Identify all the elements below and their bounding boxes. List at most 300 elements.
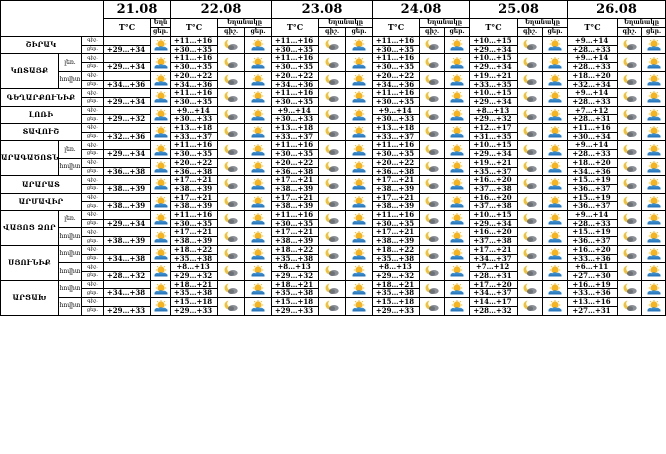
temp-value: +9…+14	[568, 89, 618, 98]
temp-value: +38…+39	[104, 202, 151, 211]
period-day-label: ցեր.	[82, 254, 104, 263]
sun-cloud-icon	[548, 265, 562, 277]
night-weather-cell	[420, 228, 445, 245]
temp-value: +29…+34	[470, 97, 518, 106]
day-weather-cell	[445, 141, 470, 158]
temp-value: +19…+21	[470, 71, 518, 80]
day-weather-cell	[543, 106, 568, 123]
date-header: 24.08	[373, 1, 470, 19]
day-weather-cell	[346, 158, 373, 175]
moon-cloud-icon	[425, 161, 439, 173]
day-weather-cell	[445, 176, 470, 193]
temp-value: +30…+35	[373, 97, 420, 106]
moon-cloud-icon	[623, 196, 637, 208]
temp-value: +29…+32	[104, 115, 151, 124]
temp-value: +27…+30	[568, 271, 618, 280]
sun-cloud-icon	[450, 109, 464, 121]
temp-value: +34…+37	[470, 289, 518, 298]
night-weather-cell	[420, 298, 445, 315]
day-weather-cell	[346, 245, 373, 262]
weather-header: Եղանակը	[420, 19, 470, 28]
day-weather-cell	[445, 71, 470, 88]
moon-cloud-icon	[523, 300, 537, 312]
region-name: ՍՅՈՒՆԻՔ	[1, 245, 59, 280]
night-weather-cell	[420, 211, 445, 228]
day-weather-cell	[543, 280, 568, 297]
temp-value: +36…+37	[568, 237, 618, 246]
night-weather-cell	[618, 263, 642, 280]
sun-cloud-icon	[352, 178, 366, 190]
day-weather-cell	[346, 37, 373, 54]
temp-value: +37…+38	[470, 202, 518, 211]
night-weather-cell	[518, 211, 543, 228]
temp-value: +10…+15	[470, 89, 518, 98]
temp-value: +30…+35	[171, 150, 218, 159]
period-day-label: ցեր.	[82, 150, 104, 159]
sun-cloud-icon	[154, 74, 168, 86]
temp-value: +11…+16	[272, 54, 319, 63]
moon-cloud-icon	[523, 161, 537, 173]
temp-value: +33…+36	[568, 289, 618, 298]
temp-value: +38…+39	[373, 184, 420, 193]
temp-value: +30…+35	[171, 63, 218, 72]
sun-cloud-icon	[548, 144, 562, 156]
table-row	[1, 245, 666, 254]
sun-cloud-icon	[647, 265, 661, 277]
sun-cloud-icon	[251, 248, 265, 260]
night-weather-cell	[218, 245, 245, 262]
moon-cloud-icon	[224, 178, 238, 190]
day-weather-cell	[445, 124, 470, 141]
night-weather-cell	[420, 89, 445, 106]
sun-cloud-icon	[154, 91, 168, 103]
day-weather-cell	[642, 193, 666, 210]
period-day-header: ցեր.	[445, 28, 470, 37]
sun-cloud-icon	[647, 248, 661, 260]
period-day-label: ցեր.	[82, 80, 104, 89]
moon-cloud-icon	[523, 57, 537, 69]
sun-cloud-icon	[548, 196, 562, 208]
temp-value: +11…+16	[272, 37, 319, 46]
day-weather-cell	[642, 228, 666, 245]
day-weather-cell	[642, 124, 666, 141]
day-weather-cell	[642, 245, 666, 262]
night-weather-cell	[420, 158, 445, 175]
sun-cloud-icon	[647, 109, 661, 121]
temp-value: +30…+34	[568, 132, 618, 141]
night-weather-cell	[618, 245, 642, 262]
day-weather-cell	[445, 298, 470, 315]
temp-value: +9…+14	[272, 106, 319, 115]
day-weather-cell	[445, 54, 470, 71]
period-night-header: գիշ.	[218, 28, 245, 37]
temp-value: +15…+18	[171, 298, 218, 307]
sun-cloud-icon	[450, 144, 464, 156]
temp-value: +16…+20	[568, 245, 618, 254]
region-name: ԳԵՂԱՐՔՈՒՆԻՔ	[1, 89, 82, 106]
temp-value: +29…+34	[470, 63, 518, 72]
sun-cloud-icon	[352, 144, 366, 156]
day-weather-cell	[543, 158, 568, 175]
temp-value: +29…+33	[171, 306, 218, 315]
temp-value: +30…+35	[171, 45, 218, 54]
table-row	[1, 141, 666, 150]
sun-cloud-icon	[450, 283, 464, 295]
moon-cloud-icon	[425, 109, 439, 121]
temp-header: T°C	[104, 19, 151, 37]
header-corner	[1, 1, 104, 37]
moon-cloud-icon	[325, 144, 339, 156]
temp-value: +11…+16	[272, 211, 319, 220]
period-night-label: գիշ.	[82, 124, 104, 133]
sun-cloud-icon	[352, 248, 366, 260]
day-weather-cell	[245, 141, 272, 158]
night-weather-cell	[618, 106, 642, 123]
sun-cloud-icon	[352, 265, 366, 277]
day-weather-cell	[245, 245, 272, 262]
moon-cloud-icon	[325, 265, 339, 277]
night-weather-cell	[618, 298, 642, 315]
night-weather-cell	[319, 263, 346, 280]
night-weather-cell	[319, 89, 346, 106]
night-weather-cell	[518, 193, 543, 210]
subregion-label: հովիտ	[59, 245, 82, 262]
temp-value: +18…+22	[171, 245, 218, 254]
sun-cloud-icon	[647, 57, 661, 69]
day-weather-cell	[245, 193, 272, 210]
temp-header: T°C	[470, 19, 518, 37]
sun-cloud-icon	[154, 178, 168, 190]
temp-value: +7…+12	[470, 263, 518, 272]
sun-cloud-icon	[154, 161, 168, 173]
night-weather-cell	[218, 193, 245, 210]
night-weather-cell	[218, 176, 245, 193]
moon-cloud-icon	[224, 39, 238, 51]
night-weather-cell	[319, 298, 346, 315]
subregion-label: լեռ.	[59, 54, 82, 71]
temp-value: +28…+32	[470, 306, 518, 315]
sun-cloud-icon	[251, 91, 265, 103]
day-weather-cell	[245, 106, 272, 123]
temp-value: +38…+39	[272, 202, 319, 211]
table-row	[1, 158, 666, 167]
period-night-label: գիշ.	[82, 89, 104, 98]
sun-cloud-icon	[251, 196, 265, 208]
temp-value: +30…+35	[272, 45, 319, 54]
temp-value	[104, 124, 151, 133]
night-weather-cell	[218, 106, 245, 123]
day-weather-cell	[445, 89, 470, 106]
sun-cloud-icon	[450, 265, 464, 277]
moon-cloud-icon	[523, 144, 537, 156]
day-weather-cell	[346, 176, 373, 193]
temp-value: +32…+34	[568, 80, 618, 89]
region-name: ՇԻՐԱԿ	[1, 37, 82, 54]
day-weather-cell	[245, 298, 272, 315]
region-name: ԱՐԱՐԱՏ	[1, 176, 82, 193]
night-weather-cell	[518, 263, 543, 280]
night-weather-cell	[518, 176, 543, 193]
sun-cloud-icon	[154, 196, 168, 208]
sun-cloud-icon	[548, 248, 562, 260]
night-weather-cell	[518, 141, 543, 158]
sun-cloud-icon	[548, 283, 562, 295]
temp-value: +11…+16	[373, 141, 420, 150]
temp-value	[104, 37, 151, 46]
night-weather-cell	[618, 71, 642, 88]
date-header: 23.08	[272, 1, 373, 19]
moon-cloud-icon	[623, 178, 637, 190]
table-row	[1, 211, 666, 220]
temp-value: +38…+39	[171, 237, 218, 246]
moon-cloud-icon	[623, 39, 637, 51]
date-header: 25.08	[470, 1, 568, 19]
day-weather-cell	[543, 89, 568, 106]
night-weather-cell	[420, 263, 445, 280]
temp-header: T°C	[272, 19, 319, 37]
temp-value: +33…+37	[171, 132, 218, 141]
sun-cloud-icon	[352, 91, 366, 103]
temp-value: +31…+35	[470, 132, 518, 141]
temp-value: +38…+39	[272, 184, 319, 193]
day-weather-cell	[245, 158, 272, 175]
temp-value: +11…+16	[373, 89, 420, 98]
moon-cloud-icon	[623, 265, 637, 277]
day-weather-cell	[346, 54, 373, 71]
sun-cloud-icon	[352, 74, 366, 86]
temp-value: +34…+36	[568, 167, 618, 176]
moon-cloud-icon	[425, 300, 439, 312]
temp-value	[104, 158, 151, 167]
temp-value: +9…+14	[568, 37, 618, 46]
night-weather-cell	[518, 124, 543, 141]
moon-cloud-icon	[523, 109, 537, 121]
temp-value: +30…+35	[171, 219, 218, 228]
moon-cloud-icon	[224, 231, 238, 243]
sun-cloud-icon	[450, 300, 464, 312]
sun-cloud-icon	[154, 213, 168, 225]
temp-value: +9…+14	[568, 141, 618, 150]
temp-value: +30…+35	[171, 97, 218, 106]
temp-value: +17…+21	[373, 193, 420, 202]
sun-cloud-icon	[251, 126, 265, 138]
region-name: ՎԱՅՈՑ ՁՈՐ	[1, 211, 59, 246]
subregion-label: հովիտ	[59, 263, 82, 280]
sun-cloud-icon	[154, 57, 168, 69]
sun-cloud-icon	[450, 196, 464, 208]
night-weather-cell	[518, 71, 543, 88]
subregion-label: լեռ.	[59, 141, 82, 158]
moon-cloud-icon	[224, 283, 238, 295]
day-weather-cell	[346, 298, 373, 315]
moon-cloud-icon	[523, 91, 537, 103]
region-name: ԿՈՏԱՅՔ	[1, 54, 59, 89]
temp-header: T°C	[568, 19, 618, 37]
period-night-header: գիշ.	[420, 28, 445, 37]
moon-cloud-icon	[224, 248, 238, 260]
day-weather-cell	[346, 106, 373, 123]
moon-cloud-icon	[523, 213, 537, 225]
date-header: 21.08	[104, 1, 171, 19]
sun-cloud-icon	[154, 265, 168, 277]
weather-header: Եղանակը	[618, 19, 666, 28]
sun-cloud-icon	[154, 126, 168, 138]
weather-cell	[151, 37, 171, 54]
night-weather-cell	[218, 89, 245, 106]
temp-value: +38…+39	[373, 202, 420, 211]
period-day-label: ցեր.	[82, 271, 104, 280]
night-weather-cell	[518, 228, 543, 245]
temp-value: +11…+16	[272, 89, 319, 98]
moon-cloud-icon	[623, 300, 637, 312]
night-weather-cell	[618, 193, 642, 210]
temp-value: +30…+35	[272, 63, 319, 72]
night-weather-cell	[420, 54, 445, 71]
sun-cloud-icon	[647, 161, 661, 173]
period-day-label: ցեր.	[82, 237, 104, 246]
sun-cloud-icon	[251, 161, 265, 173]
day-weather-cell	[346, 89, 373, 106]
temp-value: +34…+36	[373, 80, 420, 89]
temp-value: +36…+37	[568, 202, 618, 211]
temp-value: +33…+35	[470, 80, 518, 89]
night-weather-cell	[518, 245, 543, 262]
sun-cloud-icon	[548, 231, 562, 243]
temp-value: +11…+16	[171, 37, 218, 46]
temp-value: +11…+16	[171, 54, 218, 63]
day-weather-cell	[642, 263, 666, 280]
temp-header: T°C	[171, 19, 218, 37]
temp-value: +11…+16	[171, 141, 218, 150]
night-weather-cell	[518, 158, 543, 175]
night-weather-cell	[420, 245, 445, 262]
sun-cloud-icon	[548, 126, 562, 138]
weather-cell	[151, 228, 171, 245]
temp-value: +10…+15	[470, 37, 518, 46]
temp-value: +34…+36	[171, 80, 218, 89]
sun-cloud-icon	[450, 213, 464, 225]
sun-cloud-icon	[251, 57, 265, 69]
day-weather-cell	[543, 54, 568, 71]
temp-value: +17…+21	[272, 193, 319, 202]
weather-header: Եղն	[151, 19, 171, 28]
temp-value: +30…+35	[373, 63, 420, 72]
temp-value: +29…+34	[470, 45, 518, 54]
sun-cloud-icon	[647, 126, 661, 138]
night-weather-cell	[618, 211, 642, 228]
moon-cloud-icon	[425, 248, 439, 260]
temp-value: +19…+21	[470, 158, 518, 167]
temp-value: +30…+35	[373, 150, 420, 159]
moon-cloud-icon	[425, 144, 439, 156]
night-weather-cell	[319, 37, 346, 54]
temp-value: +29…+33	[373, 306, 420, 315]
temp-value: +30…+35	[373, 219, 420, 228]
moon-cloud-icon	[523, 265, 537, 277]
temp-value: +16…+20	[470, 193, 518, 202]
day-weather-cell	[445, 280, 470, 297]
temp-value: +36…+37	[568, 184, 618, 193]
day-weather-cell	[543, 124, 568, 141]
temp-value: +6…+11	[568, 263, 618, 272]
sun-cloud-icon	[154, 231, 168, 243]
period-day-label: ցեր.	[82, 45, 104, 54]
temp-value: +35…+37	[470, 167, 518, 176]
temp-value: +28…+33	[568, 45, 618, 54]
subregion-label: հովիտ	[59, 228, 82, 245]
temp-value: +35…+38	[373, 289, 420, 298]
sun-cloud-icon	[352, 231, 366, 243]
subregion-label: հովիտ	[59, 280, 82, 297]
weather-cell	[151, 193, 171, 210]
night-weather-cell	[218, 37, 245, 54]
day-weather-cell	[245, 280, 272, 297]
day-weather-cell	[642, 89, 666, 106]
temp-value: +15…+19	[568, 193, 618, 202]
day-weather-cell	[445, 228, 470, 245]
temp-value: +38…+39	[171, 202, 218, 211]
moon-cloud-icon	[224, 57, 238, 69]
table-row	[1, 298, 666, 307]
day-weather-cell	[245, 124, 272, 141]
moon-cloud-icon	[425, 231, 439, 243]
day-weather-cell	[245, 89, 272, 106]
temp-value	[104, 211, 151, 220]
sun-cloud-icon	[450, 161, 464, 173]
sun-cloud-icon	[647, 74, 661, 86]
period-day-label: ցեր.	[82, 306, 104, 315]
moon-cloud-icon	[523, 126, 537, 138]
moon-cloud-icon	[623, 109, 637, 121]
day-weather-cell	[642, 298, 666, 315]
moon-cloud-icon	[623, 91, 637, 103]
night-weather-cell	[319, 280, 346, 297]
sun-cloud-icon	[647, 300, 661, 312]
night-weather-cell	[420, 141, 445, 158]
sun-cloud-icon	[647, 213, 661, 225]
temp-value: +11…+16	[272, 141, 319, 150]
sun-cloud-icon	[548, 213, 562, 225]
temp-value: +33…+37	[373, 132, 420, 141]
moon-cloud-icon	[325, 161, 339, 173]
temp-value: +20…+22	[272, 158, 319, 167]
night-weather-cell	[618, 176, 642, 193]
sun-cloud-icon	[352, 39, 366, 51]
sun-cloud-icon	[548, 91, 562, 103]
moon-cloud-icon	[623, 161, 637, 173]
temp-value: +20…+22	[373, 158, 420, 167]
moon-cloud-icon	[224, 109, 238, 121]
moon-cloud-icon	[325, 248, 339, 260]
night-weather-cell	[420, 71, 445, 88]
moon-cloud-icon	[425, 126, 439, 138]
temp-value: +13…+18	[272, 124, 319, 133]
sun-cloud-icon	[251, 213, 265, 225]
sun-cloud-icon	[548, 109, 562, 121]
temp-value: +33…+36	[568, 254, 618, 263]
night-weather-cell	[420, 193, 445, 210]
day-weather-cell	[346, 71, 373, 88]
period-night-header: գիշ.	[618, 28, 642, 37]
sun-cloud-icon	[647, 178, 661, 190]
temp-value: +18…+21	[171, 280, 218, 289]
night-weather-cell	[319, 228, 346, 245]
day-weather-cell	[445, 245, 470, 262]
night-weather-cell	[420, 106, 445, 123]
period-day-label: ցեր.	[82, 167, 104, 176]
sun-cloud-icon	[450, 126, 464, 138]
night-weather-cell	[618, 37, 642, 54]
